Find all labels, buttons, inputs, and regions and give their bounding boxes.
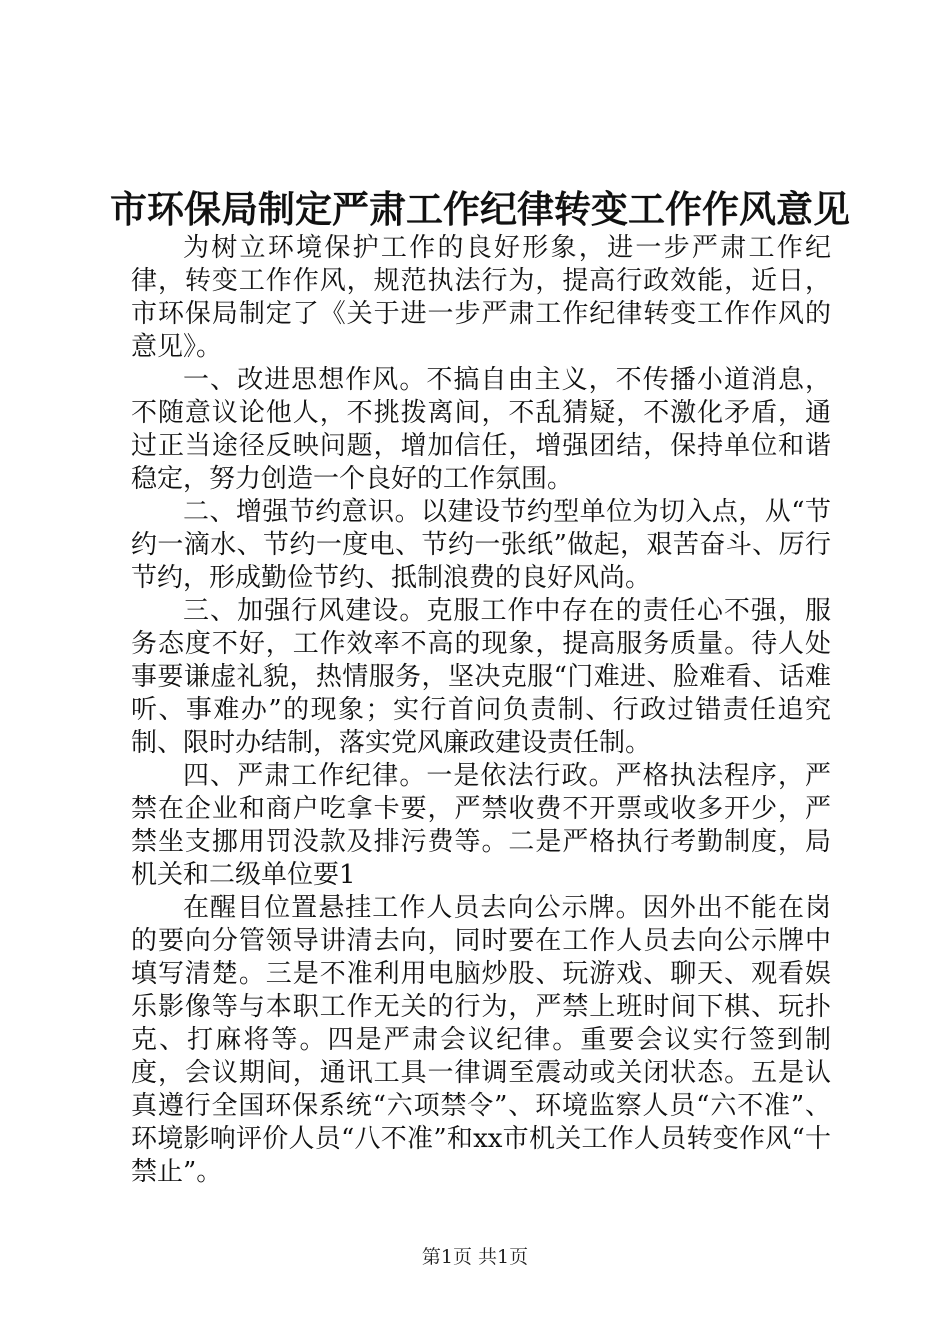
page-footer: 第1页 共1页 — [421, 1246, 529, 1268]
paragraph-section-2: 二、增强节约意识。以建设节约型单位为切入点，从“节约一滴水、节约一度电、节约一张纸”做起，艰苦奋斗、厉行节约，形成勤俭节约、抵制浪费的良好风尚。 — [131, 497, 831, 593]
document-title: 市环保局制定严肃工作纪律转变工作作风意见 — [110, 187, 850, 231]
paragraph-section-4: 四、严肃工作纪律。一是依法行政。严格执法程序，严禁在企业和商户吃拿卡要，严禁收费不开票或收多开少，严禁坐支挪用罚没款及排污费等。二是严格执行考勤制度，局机关和二级单位要1 — [131, 761, 831, 890]
paragraph-section-4-continued: 在醒目位置悬挂工作人员去向公示牌。因外出不能在岗的要向分管领导讲清去向，同时要在工作人员去向公示牌中填写清楚。三是不准利用电脑炒股、玩游戏、聊天、观看娱乐影像等与本职工作无关的行为，严禁上班时间下棋、玩扑克、打麻将等。四是严肃会议纪律。重要会议实行签到制度，会议期间，通讯工具一律调至震动或关闭状态。五是认真遵行全国环保系统“六项禁令”、环境监察人员“六不准”、环境影响评价人员“八不准”和xx市机关工作人员转变作风“十禁止”。 — [131, 893, 831, 1187]
paragraph-section-3: 三、加强行风建设。克服工作中存在的责任心不强，服务态度不好，工作效率不高的现象，提高服务质量。待人处事要谦虚礼貌，热情服务，坚决克服“门难进、脸难看、话难听、事难办”的现象；实行首问负责制、行政过错责任追究制、限时办结制，落实党风廉政建设责任制。 — [131, 596, 831, 758]
paragraph-intro: 为树立环境保护工作的良好形象，进一步严肃工作纪律，转变工作作风，规范执法行为，提高行政效能，近日，市环保局制定了《关于进一步严肃工作纪律转变工作作风的意见》。 — [131, 233, 831, 362]
document-body — [131, 232, 831, 1189]
paragraph-section-1: 一、改进思想作风。不搞自由主义，不传播小道消息，不随意议论他人，不挑拨离间，不乱猜疑，不激化矛盾，通过正当途径反映问题，增加信任，增强团结，保持单位和谐稳定，努力创造一个良好的工作氛围。 — [131, 365, 831, 494]
